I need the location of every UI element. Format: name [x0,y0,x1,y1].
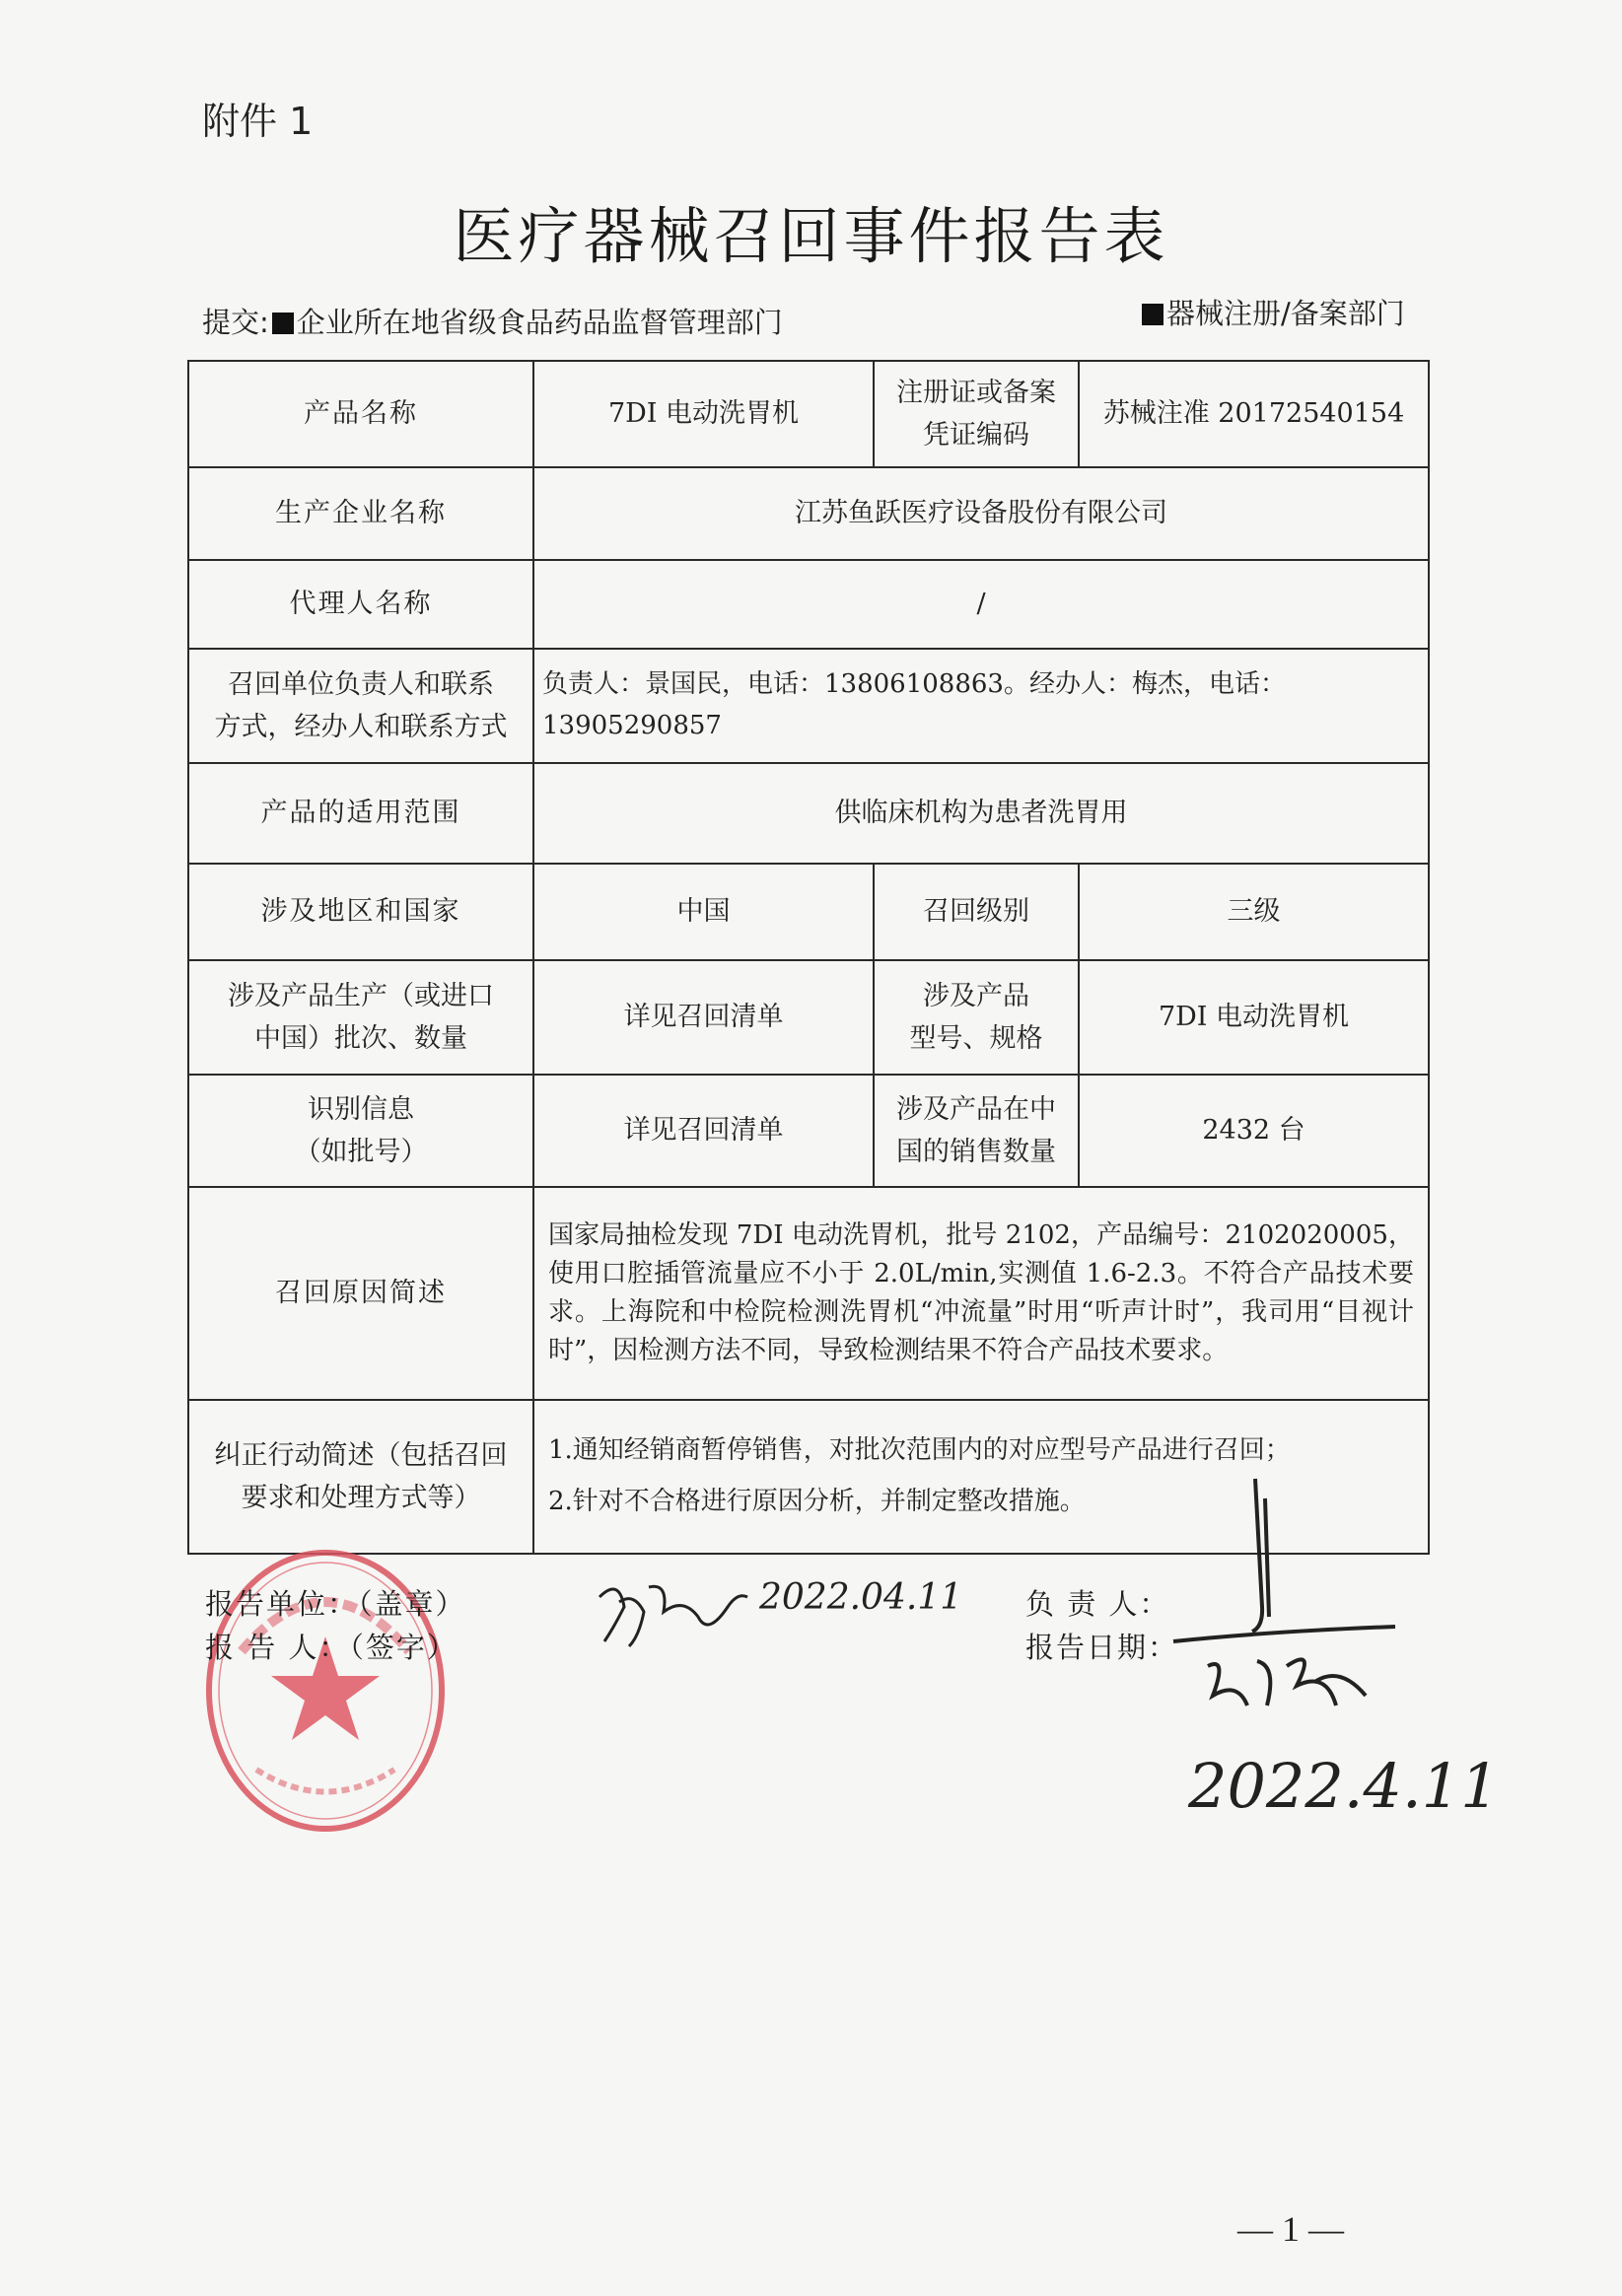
reason-value: 国家局抽检发现 7DI 电动洗胃机，批号 2102，产品编号：2102020005，使用口腔插管流量应不小于 2.0L/min,实测值 1.6-2.3。不符合产品技术要求。上海院和中检院检测洗胃机“冲流量”时用“听声计时”，我司用“目视计时”，因检测方法不同，导致检测结果不符合产品技术要求。 [533,1187,1429,1400]
batch-label-line1: 涉及产品生产（或进口 [228,980,494,1011]
submit-prefix: 提交: [202,306,269,339]
action-label [188,1400,533,1554]
ident-label [188,1075,533,1187]
table-row [188,649,1429,763]
ident-label-line1: 识别信息 [308,1093,414,1125]
submit-left [202,301,783,341]
table-row [188,960,1429,1075]
reg-label-line2: 凭证编码 [923,420,1029,451]
page-number: — 1 — [1237,2209,1344,2249]
reporter-date: 2022.04.11 [759,1577,963,1618]
table-row [188,1075,1429,1187]
reporter-signature [590,1567,752,1656]
table-row [188,560,1429,649]
maker-label: 生产企业名称 [188,467,533,560]
region-value: 中国 [533,864,874,960]
action-label-line1: 纠正行动简述（包括召回 [214,1439,508,1471]
maker-value: 江苏鱼跃医疗设备股份有限公司 [533,467,1429,560]
checked-box-icon [1142,304,1164,325]
sales-value: 2432 台 [1079,1075,1429,1187]
ident-value: 详见召回清单 [533,1075,874,1187]
scope-value: 供临床机构为患者洗胃用 [533,763,1429,864]
report-unit-label: 报告单位：（盖章） [205,1587,466,1621]
batch-label [188,960,533,1075]
submit-right-text: 器械注册/备案部门 [1166,297,1405,330]
sales-label [874,1075,1079,1187]
footer-left [205,1582,466,1669]
table-row [188,1187,1429,1400]
model-label-line1: 涉及产品 [923,980,1029,1011]
reporter-label: 报 告 人：（签字） [205,1631,458,1664]
product-name-value: 7DI 电动洗胃机 [533,361,874,467]
reg-no-value: 苏械注准 20172540154 [1079,361,1429,467]
checked-box-icon [272,313,294,334]
table-row [188,864,1429,960]
table-row [188,467,1429,560]
batch-value: 详见召回清单 [533,960,874,1075]
model-label-line2: 型号、规格 [909,1023,1043,1054]
reg-label [874,361,1079,467]
ident-label-line2: （如批号） [294,1137,428,1167]
page-title: 医疗器械召回事件报告表 [453,200,1169,272]
contact-label-line2: 方式，经办人和联系方式 [214,712,508,742]
contact-value: 负责人：景国民，电话：13806108863。经办人：梅杰，电话：13905290857 [533,649,1429,763]
model-value: 7DI 电动洗胃机 [1079,960,1429,1075]
agent-value: / [533,560,1429,649]
submit-left-text: 企业所在地省级食品药品监督管理部门 [296,306,783,339]
product-name-label: 产品名称 [188,361,533,467]
sales-label-line2: 国的销售数量 [896,1137,1056,1167]
batch-label-line2: 中国）批次、数量 [254,1023,467,1054]
table-row [188,361,1429,467]
recall-report-table [187,360,1430,1555]
sales-label-line1: 涉及产品在中 [896,1093,1056,1125]
table-row [188,763,1429,864]
responsible-date: 2022.4.11 [1188,1750,1500,1822]
reg-label-line1: 注册证或备案 [896,377,1056,408]
action-item-2: 2.针对不合格进行原因分析，并制定整改措施。 [548,1487,1086,1516]
responsible-signature [1168,1469,1405,1745]
action-item-1: 1.通知经销商暂停销售，对批次范围内的对应型号产品进行召回； [548,1435,1291,1466]
attachment-label: 附件 1 [202,100,314,143]
model-label [874,960,1079,1075]
responsible-label: 负 责 人： [1025,1587,1170,1621]
report-date-label: 报告日期： [1025,1631,1179,1664]
scope-label: 产品的适用范围 [188,763,533,864]
action-label-line2: 要求和处理方式等） [241,1483,481,1513]
region-label: 涉及地区和国家 [188,864,533,960]
level-value: 三级 [1079,864,1429,960]
footer-right [1025,1582,1178,1669]
reason-label: 召回原因简述 [188,1187,533,1400]
submit-right [1139,292,1405,332]
contact-label-line1: 召回单位负责人和联系 [228,668,494,700]
level-label: 召回级别 [874,864,1079,960]
agent-label: 代理人名称 [188,560,533,649]
contact-label [188,649,533,763]
